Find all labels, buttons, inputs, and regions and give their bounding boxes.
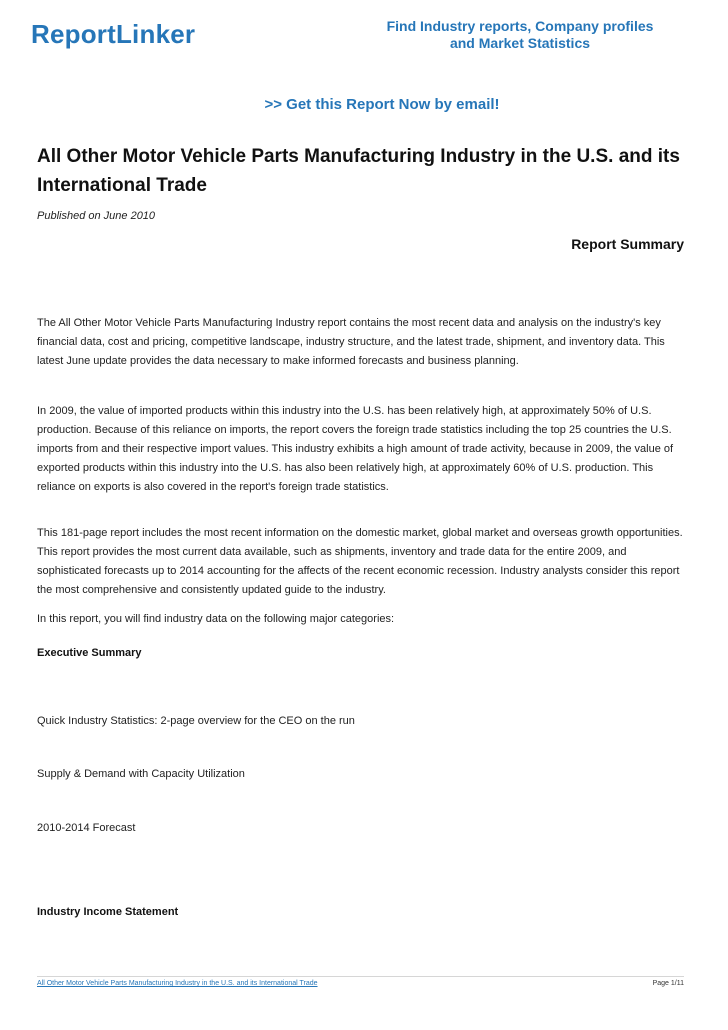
footer-divider [37,976,684,977]
get-report-link-row [0,96,728,113]
category-executive-summary: Executive Summary [37,647,142,659]
footer-report-link[interactable]: All Other Motor Vehicle Parts Manufacturing Industry in the U.S. and its International Trade [37,980,318,987]
tagline-line-2: and Market Statistics [449,35,591,51]
category-quick-statistics: Quick Industry Statistics: 2-page overview for the CEO on the run [37,715,355,727]
category-supply-demand: Supply & Demand with Capacity Utilization [37,768,245,780]
category-income-statement: Industry Income Statement [37,906,179,918]
summary-paragraph-2: In 2009, the value of imported products within this industry into the U.S. has been relatively high, at approximately 50% of U.S. production. Because of this reliance on imports, the report covers the foreign trade statistics including the top 25 countries the U.S. imports from and their respective import values. This industry exhibits a high amount of trade activity, because in 2009, the value of exported products within this industry into the U.S. has also been relatively high, at approximately 60% of U.S. production. This reliance on exports is also covered in the report's foreign trade statistics. [37,405,674,493]
get-report-email-link[interactable]: >> Get this Report Now by email! [264,96,500,113]
category-forecast: 2010-2014 Forecast [37,822,136,834]
header-tagline [380,18,660,52]
summary-paragraph-1: The All Other Motor Vehicle Parts Manufacturing Industry report contains the most recent data and analysis on the industry's key financial data, cost and pricing, competitive landscape, industry structure, and the latest trade, shipment, and inventory data. This latest June update provides the data necessary to make informed forecasts and business planning. [37,317,665,367]
brand-logo[interactable]: ReportLinker [31,19,196,49]
report-title: All Other Motor Vehicle Parts Manufacturing Industry in the U.S. and its International Trade [37,146,680,196]
tagline-line-1: Find Industry reports, Company profiles [386,18,654,34]
summary-paragraph-4: In this report, you will find industry data on the following major categories: [37,613,395,625]
published-date: Published on June 2010 [37,210,156,222]
summary-paragraph-3: This 181-page report includes the most recent information on the domestic market, global market and overseas growth opportunities. This report provides the most current data available, such as shipments, inventory and trade data for the entire 2009, and sophisticated forecasts up to 2014 accounting for the affects of the recent economic recession. Industry analysts consider this report the most comprehensive and consistently updated guide to the industry. [37,527,683,596]
report-summary-heading: Report Summary [571,236,684,252]
page-number: Page 1/11 [652,980,684,987]
